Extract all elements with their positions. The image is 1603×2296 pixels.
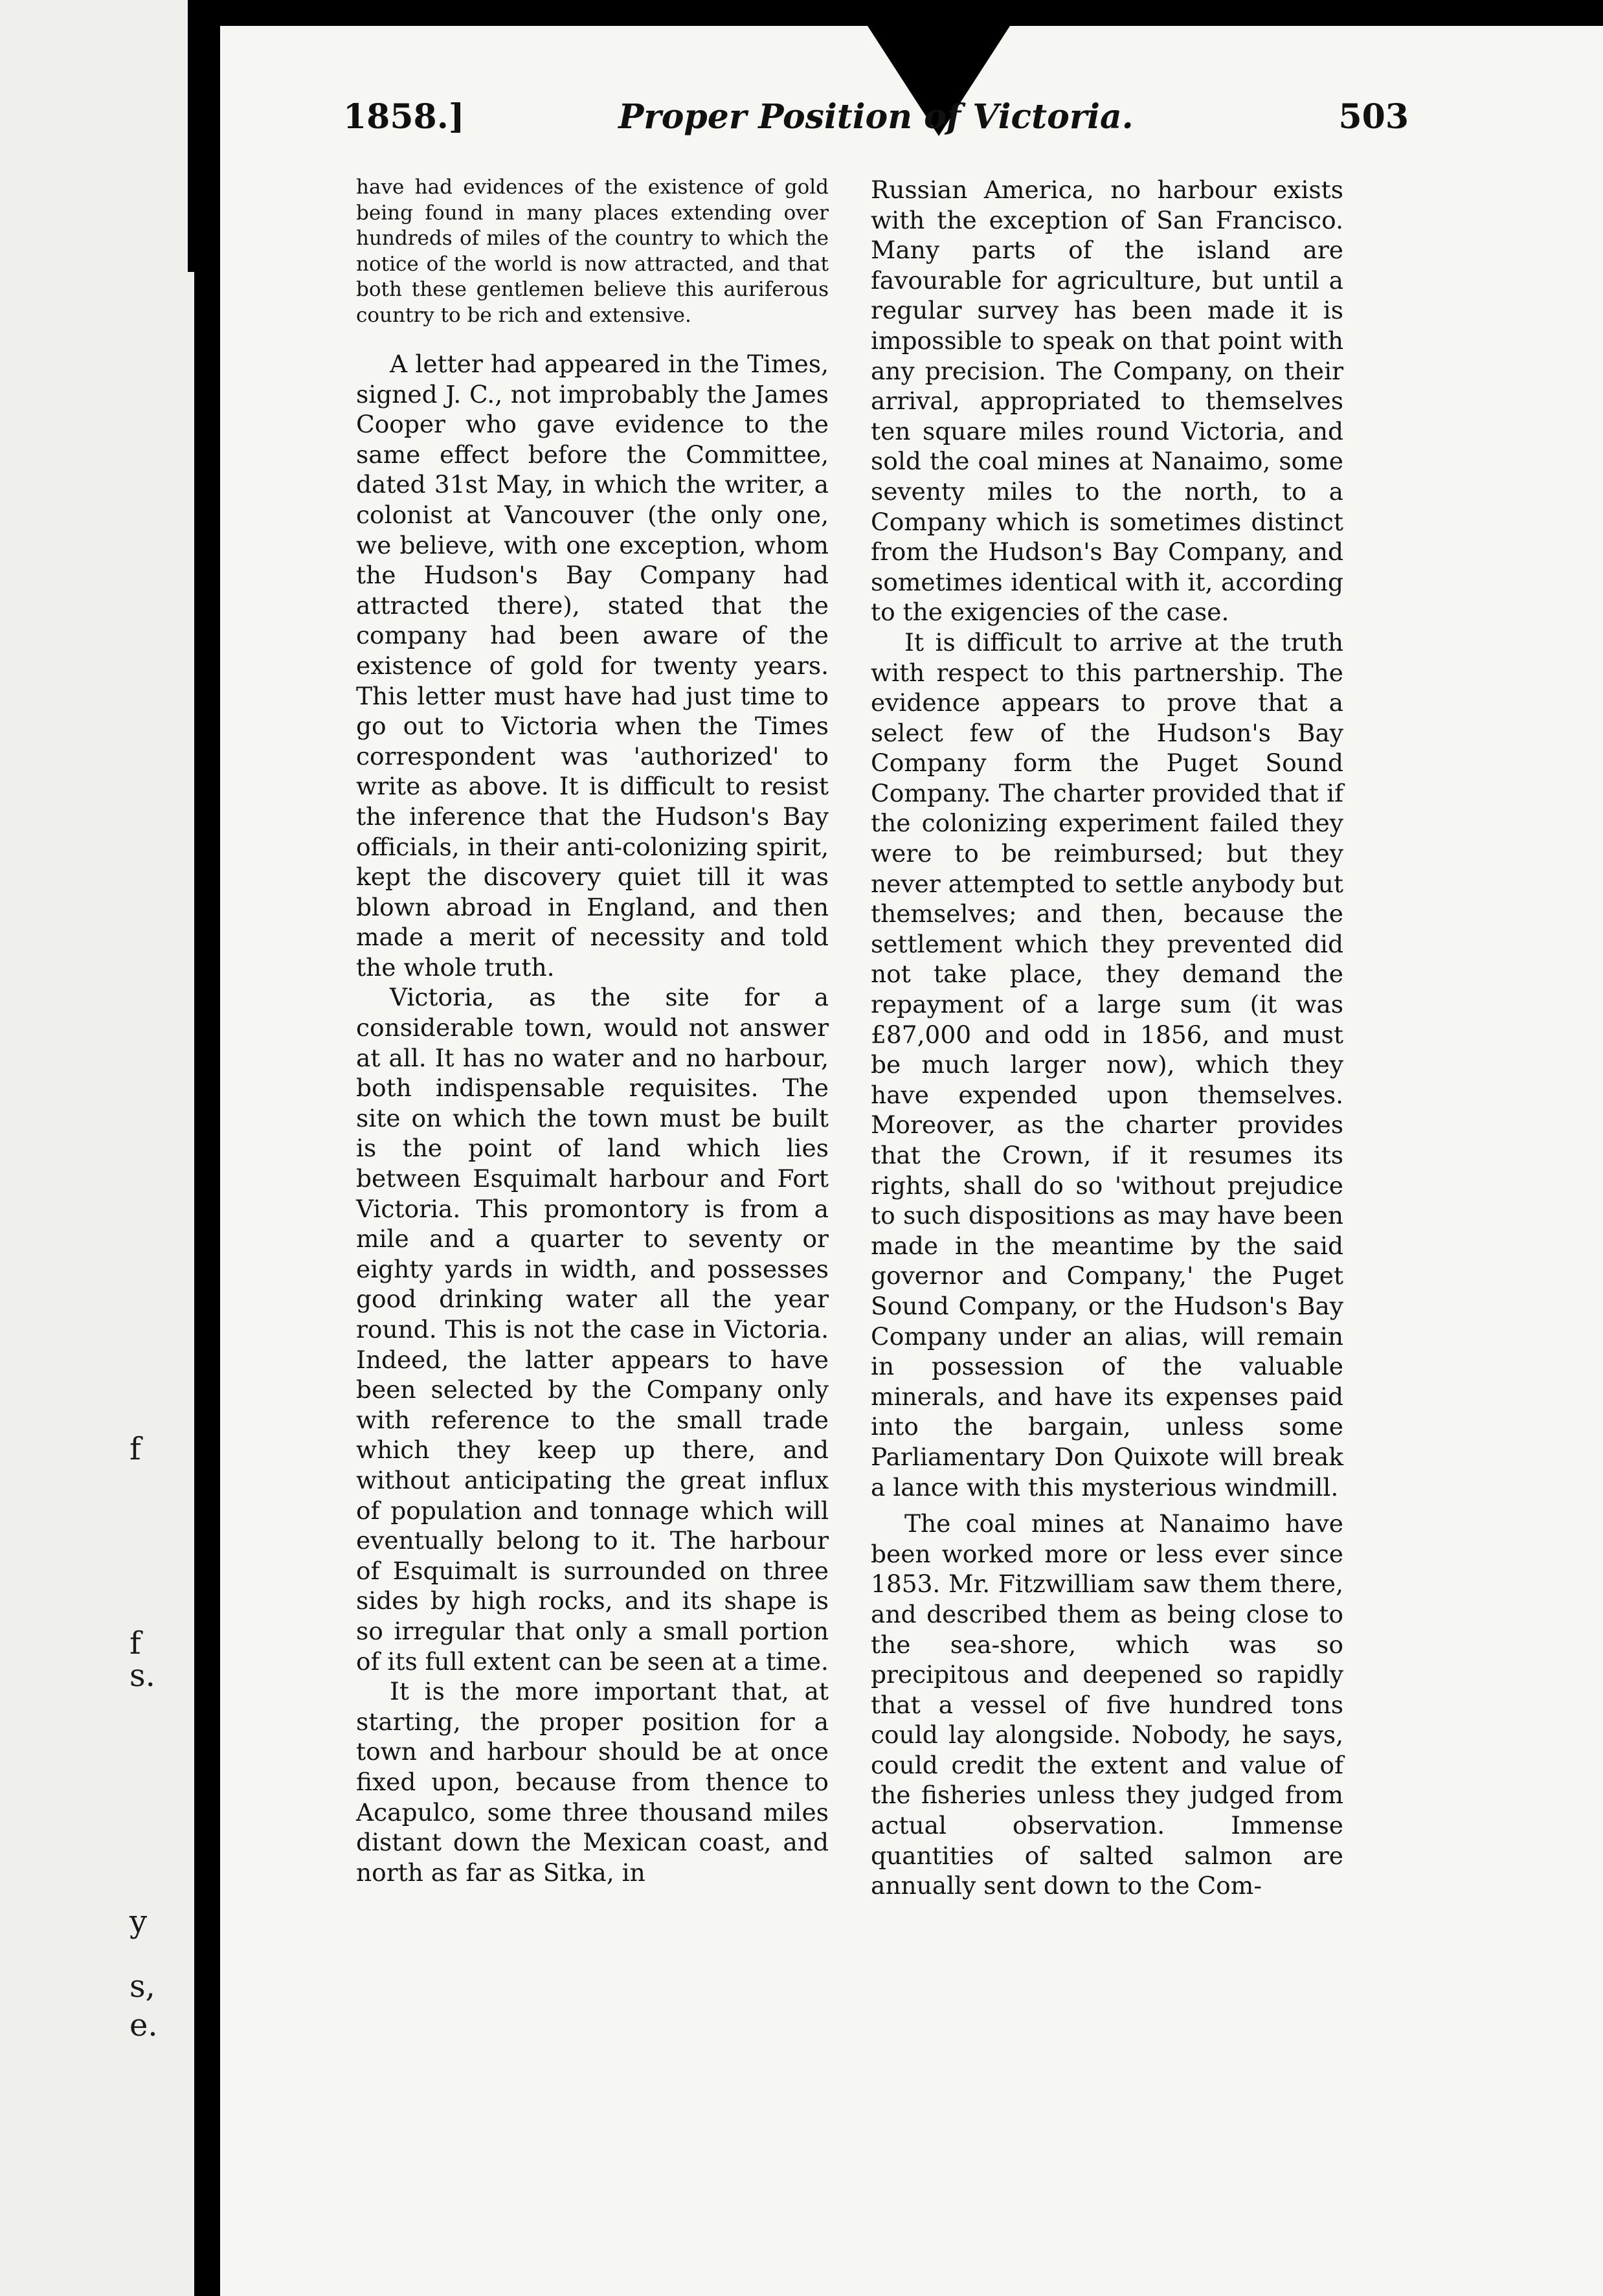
header-title: Proper Position of Victoria. (618, 97, 1134, 137)
paragraph: It is difficult to arrive at the truth with respect to this partnership. The evidence appears to prove that a select few of the Hudson's Bay Company form the Puget Sound Company. The charter provided that if the colonizing experiment failed they were to be reimbursed; but they never attempted to settle anybody but themselves; and then, because the settlement which they prevented did not take place, they demand the repayment of a large sum (it was £87,000 and odd in 1856, and must be much larger now), which they have expended upon themselves. Moreover, as the charter provides that the Crown, if it resumes its rights, shall do so 'without prejudice to such dispositions as may have been made in the meantime by the said governor and Company,' the Puget Sound Company, or the Hudson's Bay Company under an alias, will remain in possession of the valuable minerals, and have its expenses paid into the bargain, unless some Parliamentary Don Quixote will break a lance with this mysterious windmill. (871, 627, 1343, 1502)
page-number: 503 (1338, 97, 1409, 137)
margin-fragment: f (129, 1431, 141, 1467)
margin-fragment: y (129, 1904, 148, 1940)
margin-fragment: s, (129, 1968, 155, 2005)
paragraph: It is the more important that, at starting, the proper position for a town and harbour should be at once fixed upon, because from thence to Acapulco, some three thousand miles distant down the Mexican coast, and north as far as Sitka, in (356, 1677, 829, 1887)
book-page (220, 26, 1603, 2296)
paragraph: Russian America, no harbour exists with the exception of San Francisco. Many parts of the island are favourable for agriculture, but until a regular survey has been made it is impossible to speak on that point with any precision. The Company, on their arrival, appropriated to themselves ten square miles round Victoria, and sold the coal mines at Nanaimo, some seventy miles to the north, to a Company which is sometimes distinct from the Hudson's Bay Company, and sometimes identical with it, according to the exigencies of the case. (871, 175, 1343, 627)
right-column (871, 175, 1343, 1901)
previous-page-strip (0, 0, 194, 2296)
margin-fragment: f (129, 1625, 141, 1661)
paragraph: Victoria, as the site for a considerable town, would not answer at all. It has no water and no harbour, both indispensable requisites. The site on which the town must be built is the point of land which lies between Esquimalt harbour and Fort Victoria. This promontory is from a mile and a quarter to seventy or eighty yards in width, and possesses good drinking water all the year round. This is not the case in Victoria. Indeed, the latter appears to have been selected by the Company only with reference to the small trade which they keep up there, and without anticipating the great influx of population and tonnage which will eventually belong to it. The harbour of Esquimalt is surrounded on three sides by high rocks, and its shape is so irregular that only a small portion of its full extent can be seen at a time. (356, 983, 829, 1676)
header-year: 1858.] (343, 97, 465, 137)
margin-fragment: e. (129, 2007, 158, 2043)
running-header (343, 91, 1409, 149)
margin-fragment: s. (129, 1658, 155, 1694)
paragraph: A letter had appeared in the Times, signed J. C., not improbably the James Cooper who gave evidence to the same effect before the Committee, dated 31st May, in which the writer, a colonist at Vancouver (the only one, we believe, with one exception, whom the Hudson's Bay Company had attracted there), stated that the company had been aware of the existence of gold for twenty years. This letter must have had just time to go out to Victoria when the Times correspondent was 'authorized' to write as above. It is difficult to resist the inference that the Hudson's Bay officials, in their anti-colonizing spirit, kept the discovery quiet till it was blown abroad in England, and then made a merit of necessity and told the whole truth. (356, 350, 829, 982)
binding-shadow (194, 971, 220, 1049)
left-column (356, 175, 829, 1887)
paragraph: have had evidences of the existence of gold being found in many places extending over hundreds of miles of the country to which the notice of the world is now attracted, and that both these gentlemen believe this auriferous country to be rich and extensive. (356, 175, 829, 327)
paragraph: The coal mines at Nanaimo have been worked more or less ever since 1853. Mr. Fitzwilliam saw them there, and described them as being close to the sea-shore, which was so precipitous and deepened so rapidly that a vessel of five hundred tons could lay alongside. Nobody, he says, could credit the extent and value of the fisheries unless they judged from actual observation. Immense quantities of salted salmon are annually sent down to the Com- (871, 1509, 1343, 1900)
